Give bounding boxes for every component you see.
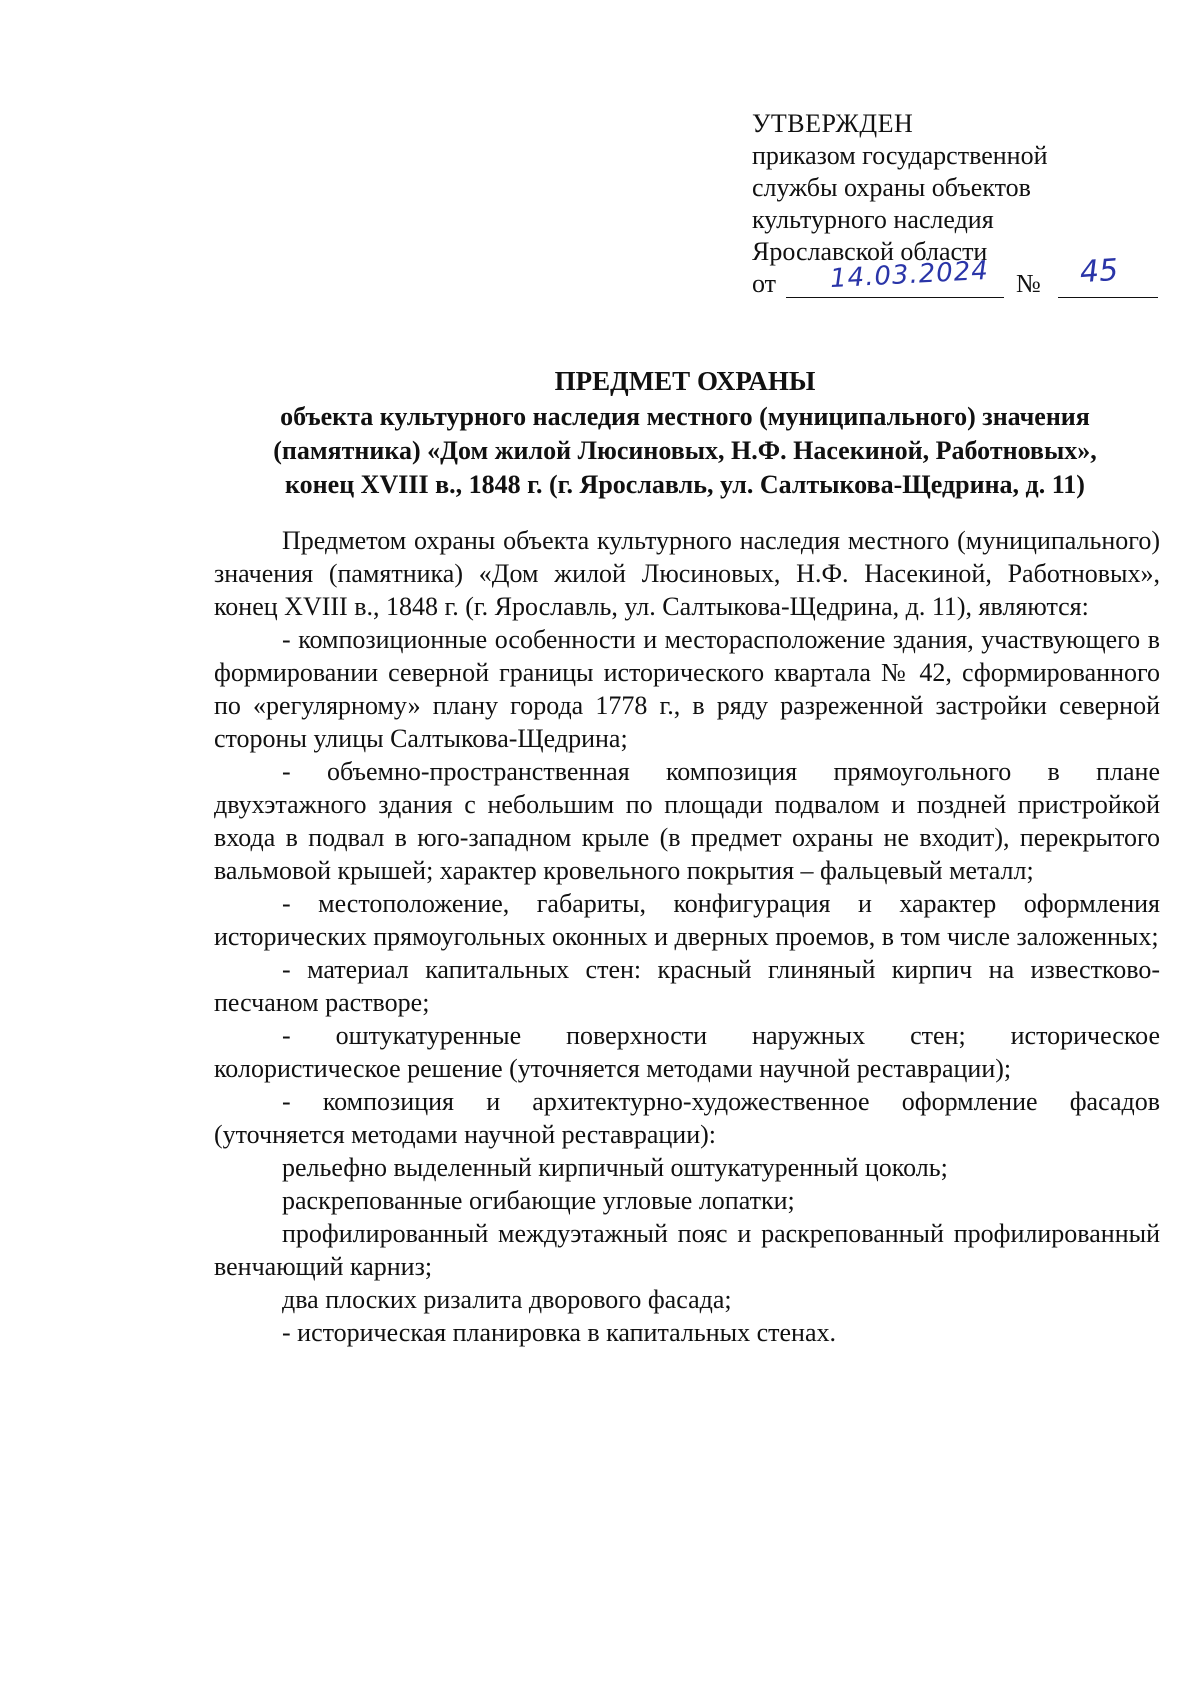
approval-line: Ярославской области: [752, 237, 988, 266]
title-line: конец XVIII в., 1848 г. (г. Ярославль, ул. Салтыкова-Щедрина, д. 11): [285, 470, 1085, 499]
number-underline: [1058, 297, 1158, 298]
approval-block: [752, 108, 1162, 302]
intro-paragraph: Предметом охраны объекта культурного наследия местного (муниципального) значения (памятника) «Дом жилой Люсиновых, Н.Ф. Насекиной, Работновых», конец XVIII в., 1848 г. (г. Ярославль, ул. Салтыкова-Щедрина, д. 11), являются:: [214, 526, 1160, 621]
list-item: - объемно-пространственная композиция прямоугольного в плане двухэтажного здания с небольшим по площади подвалом и поздней пристройкой входа в подвал в юго-западном крыле (в предмет охраны не входит), перекрытого вальмовой крышей; характер кровельного покрытия – фальцевый металл;: [214, 757, 1160, 885]
handwritten-number: 45: [1078, 252, 1120, 291]
approval-date-number-row: [752, 252, 1162, 302]
date-underline: [786, 297, 1004, 298]
list-item: - историческая планировка в капитальных стенах.: [282, 1318, 836, 1347]
list-item: - композиция и архитектурно-художественное оформление фасадов (уточняется методами научной реставрации):: [214, 1087, 1160, 1149]
document-title: [210, 364, 1160, 502]
list-item: - композиционные особенности и месторасположение здания, участвующего в формировании северной границы исторического квартала № 42, сформированного по «регулярному» плану города 1778 г., в ряду разреженной застройки северной стороны улицы Салтыкова-Щедрина;: [214, 625, 1160, 753]
title-line: объекта культурного наследия местного (муниципального) значения: [280, 402, 1090, 431]
number-label: №: [1016, 269, 1041, 298]
approval-line: приказом государственной: [752, 141, 1048, 170]
sub-list-item: рельефно выделенный кирпичный оштукатуренный цоколь;: [282, 1153, 948, 1182]
sub-list-item: профилированный междуэтажный пояс и раскрепованный профилированный венчающий карниз;: [214, 1219, 1160, 1281]
approval-line: культурного наследия: [752, 205, 994, 234]
list-item: - местоположение, габариты, конфигурация и характер оформления исторических прямоугольных оконных и дверных проемов, в том числе заложенных;: [214, 889, 1160, 951]
sub-list-item: два плоских ризалита дворового фасада;: [282, 1285, 732, 1314]
handwritten-date: 14.03.2024: [829, 255, 990, 295]
title-line: (памятника) «Дом жилой Люсиновых, Н.Ф. Насекиной, Работновых»,: [273, 436, 1097, 465]
sub-list-item: раскрепованные огибающие угловые лопатки;: [282, 1186, 795, 1215]
list-item: - материал капитальных стен: красный глиняный кирпич на известково-песчаном растворе;: [214, 955, 1160, 1017]
approval-heading: УТВЕРЖДЕН: [752, 109, 914, 138]
approval-line: службы охраны объектов: [752, 173, 1031, 202]
from-label: от: [752, 269, 777, 298]
title-heading: ПРЕДМЕТ ОХРАНЫ: [554, 366, 816, 396]
document-body: [214, 524, 1160, 1349]
list-item: - оштукатуренные поверхности наружных стен; историческое колористическое решение (уточняется методами научной реставрации);: [214, 1021, 1160, 1083]
